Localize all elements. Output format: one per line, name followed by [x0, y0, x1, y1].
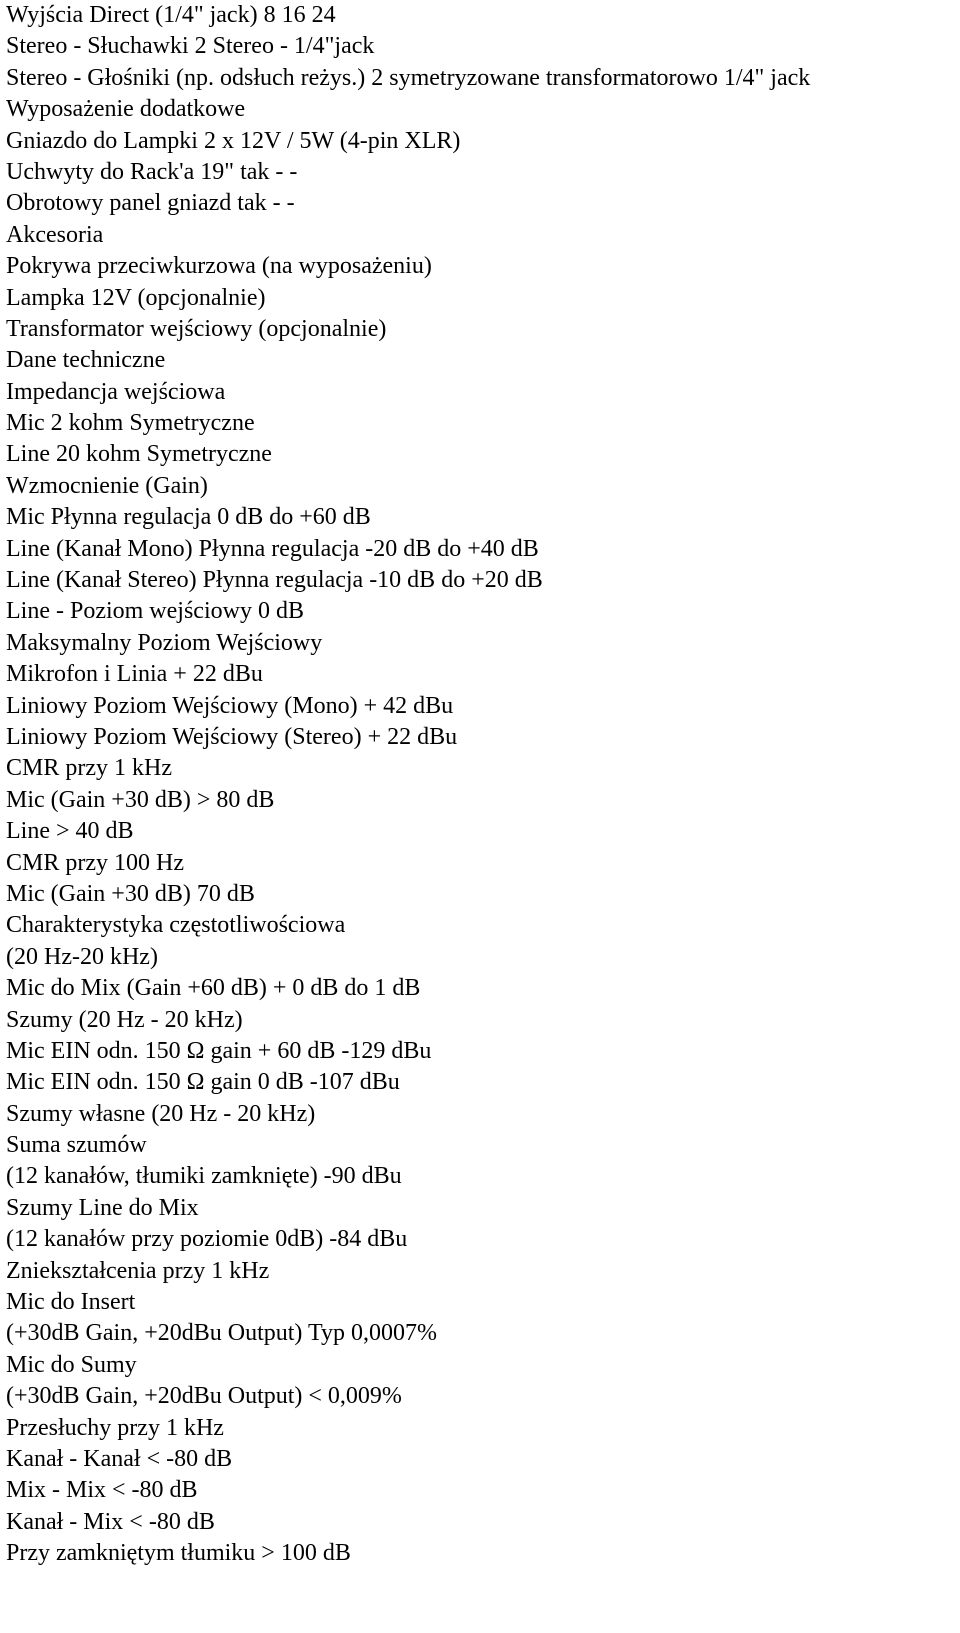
- text-line: Szumy Line do Mix: [6, 1194, 199, 1221]
- text-line: Stereo - Słuchawki 2 Stereo - 1/4"jack: [6, 33, 375, 60]
- text-line: Transformator wejściowy (opcjonalnie): [6, 315, 387, 342]
- text-line: Stereo - Głośniki (np. odsłuch reżys.) 2 symetryzowane transformatorowo 1/4" jack: [6, 64, 811, 91]
- text-line: Liniowy Poziom Wejściowy (Mono) + 42 dBu: [6, 692, 454, 719]
- text-line: Mic do Sumy: [6, 1351, 137, 1378]
- spec-document: [6, 0, 956, 1570]
- section-heading: Dane techniczne: [6, 347, 166, 374]
- text-line: Pokrywa przeciwkurzowa (na wyposażeniu): [6, 253, 432, 280]
- section-heading: Akcesoria: [6, 221, 104, 248]
- text-line: Mic Płynna regulacja 0 dB do +60 dB: [6, 504, 371, 531]
- text-line: Mic (Gain +30 dB) 70 dB: [6, 880, 255, 907]
- subsection-heading: Szumy własne (20 Hz - 20 kHz): [6, 1100, 316, 1127]
- text-line: Line (Kanał Stereo) Płynna regulacja -10 dB do +20 dB: [6, 567, 543, 594]
- text-line: (+30dB Gain, +20dBu Output) Typ 0,0007%: [6, 1320, 437, 1347]
- text-line: Line 20 kohm Symetryczne: [6, 441, 272, 468]
- text-line: Liniowy Poziom Wejściowy (Stereo) + 22 dBu: [6, 723, 458, 750]
- text-line: (20 Hz-20 kHz): [6, 943, 158, 970]
- text-line: Line > 40 dB: [6, 818, 134, 845]
- text-line: Przy zamkniętym tłumiku > 100 dB: [6, 1540, 351, 1567]
- text-line: Mic EIN odn. 150 Ω gain + 60 dB -129 dBu: [6, 1037, 432, 1064]
- text-line: Line - Poziom wejściowy 0 dB: [6, 598, 304, 625]
- text-line: Mic EIN odn. 150 Ω gain 0 dB -107 dBu: [6, 1069, 400, 1096]
- subsection-heading: Przesłuchy przy 1 kHz: [6, 1414, 224, 1441]
- text-line: Uchwyty do Rack'a 19" tak - -: [6, 158, 298, 185]
- text-line: Mic do Mix (Gain +60 dB) + 0 dB do 1 dB: [6, 975, 421, 1002]
- subsection-heading: Wzmocnienie (Gain): [6, 472, 208, 499]
- text-line: Kanał - Kanał < -80 dB: [6, 1445, 233, 1472]
- text-line: Wyjścia Direct (1/4" jack) 8 16 24: [6, 2, 336, 28]
- text-line: Mic do Insert: [6, 1289, 136, 1316]
- text-line: (12 kanałów, tłumiki zamknięte) -90 dBu: [6, 1163, 402, 1190]
- subsection-heading: Szumy (20 Hz - 20 kHz): [6, 1006, 243, 1033]
- text-line: Mic 2 kohm Symetryczne: [6, 410, 255, 437]
- text-line: Mix - Mix < -80 dB: [6, 1477, 198, 1504]
- subsection-heading: CMR przy 100 Hz: [6, 849, 184, 876]
- text-line: Line (Kanał Mono) Płynna regulacja -20 dB do +40 dB: [6, 535, 539, 562]
- text-line: Mic (Gain +30 dB) > 80 dB: [6, 786, 275, 813]
- text-line: Gniazdo do Lampki 2 x 12V / 5W (4-pin XLR): [6, 127, 461, 154]
- subsection-heading: Maksymalny Poziom Wejściowy: [6, 629, 323, 656]
- subsection-heading: Zniekształcenia przy 1 kHz: [6, 1257, 270, 1284]
- text-line: (+30dB Gain, +20dBu Output) < 0,009%: [6, 1383, 402, 1410]
- text-line: Mikrofon i Linia + 22 dBu: [6, 661, 263, 688]
- text-line: Lampka 12V (opcjonalnie): [6, 284, 266, 311]
- subsection-heading: CMR przy 1 kHz: [6, 755, 172, 782]
- section-heading: Wyposażenie dodatkowe: [6, 96, 246, 123]
- text-line: Suma szumów: [6, 1132, 147, 1159]
- text-line: Kanał - Mix < -80 dB: [6, 1508, 215, 1535]
- subsection-heading: Charakterystyka częstotliwościowa: [6, 912, 346, 939]
- subsection-heading: Impedancja wejściowa: [6, 378, 226, 405]
- text-line: (12 kanałów przy poziomie 0dB) -84 dBu: [6, 1226, 408, 1253]
- text-line: Obrotowy panel gniazd tak - -: [6, 190, 295, 217]
